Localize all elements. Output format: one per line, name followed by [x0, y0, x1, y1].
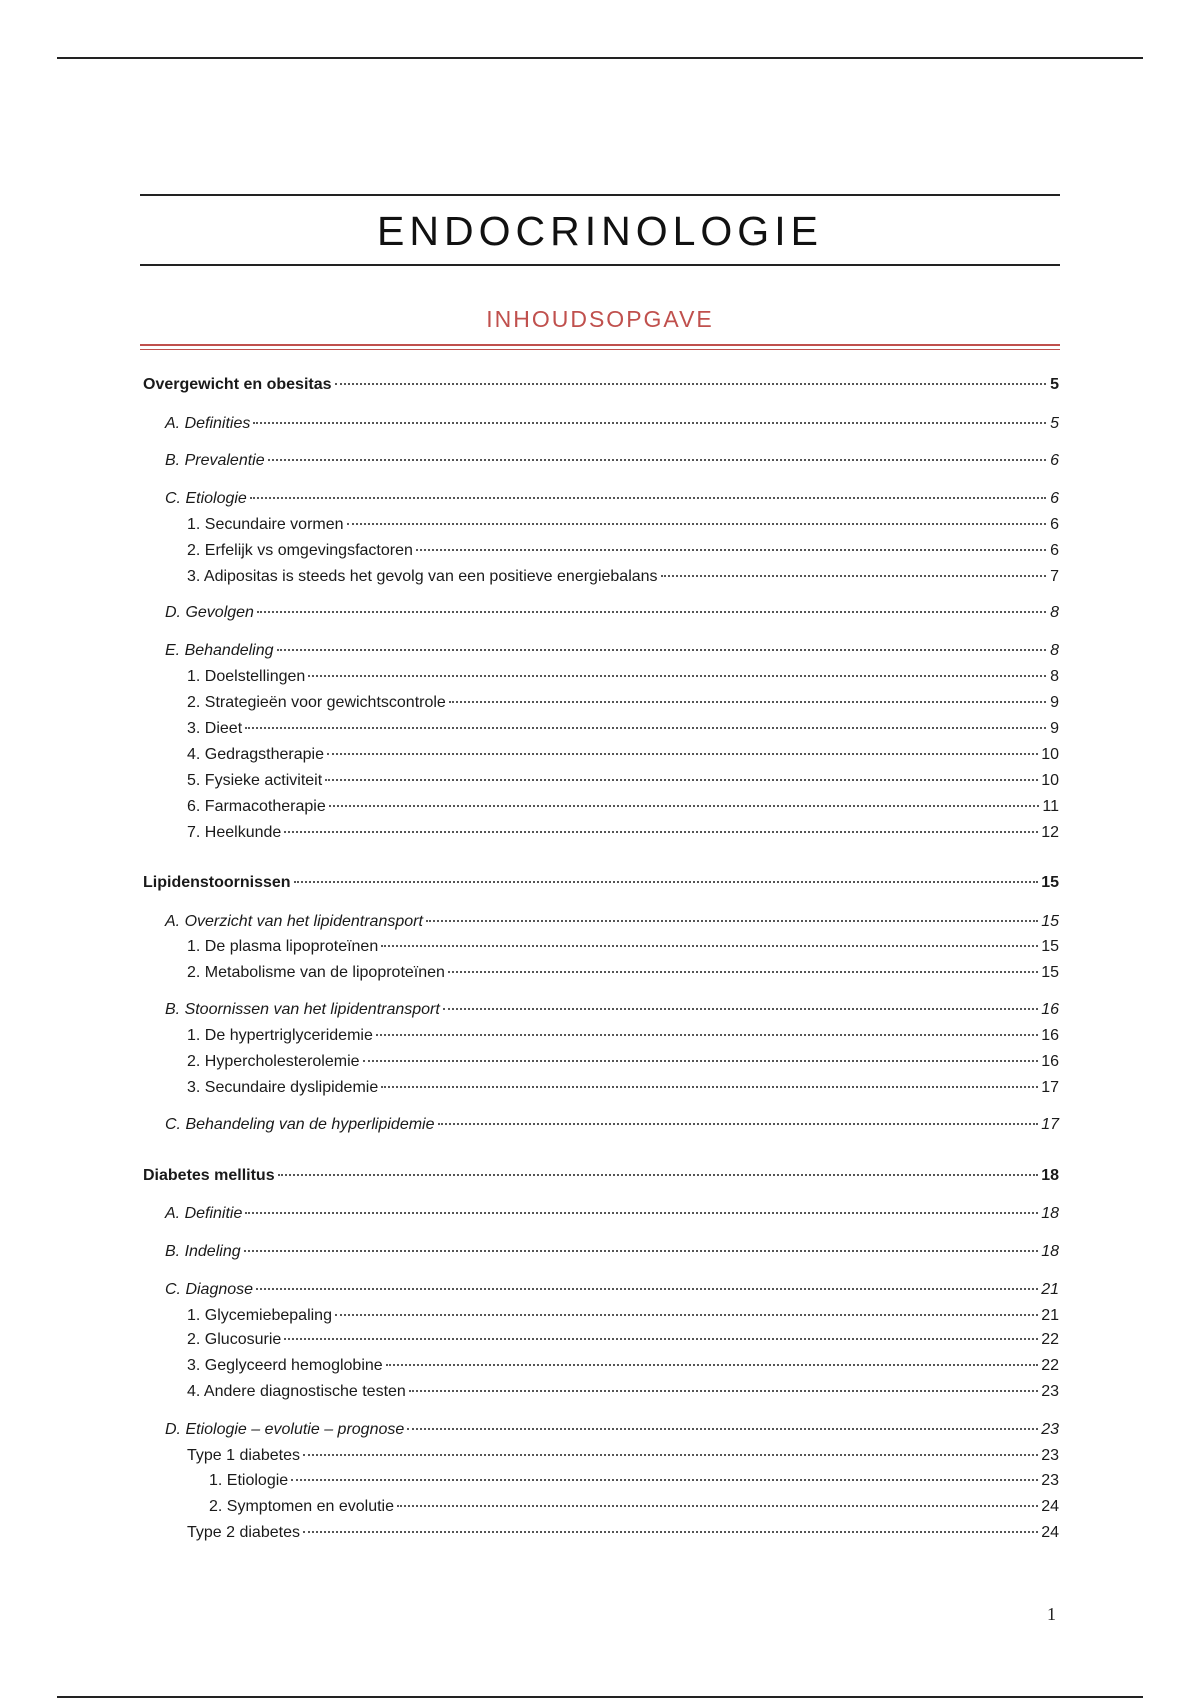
toc-entry-page: 9	[1050, 720, 1059, 737]
toc-entry[interactable]	[140, 1446, 1059, 1466]
dot-leader	[335, 1314, 1038, 1316]
page-number: 1	[1047, 1604, 1056, 1624]
dot-leader	[397, 1505, 1038, 1507]
dot-leader	[347, 523, 1046, 525]
toc-entry[interactable]	[140, 693, 1059, 713]
toc-entry[interactable]	[140, 1420, 1059, 1440]
dot-leader	[245, 1212, 1038, 1214]
toc-entry-label: 3. Secundaire dyslipidemie	[187, 1079, 379, 1096]
toc-entry-page: 15	[1041, 964, 1059, 981]
title-block	[140, 194, 1060, 266]
toc-entry-page: 17	[1041, 1116, 1059, 1133]
toc-entry-label: C. Behandeling van de hyperlipidemie	[165, 1116, 435, 1133]
toc-entry-page: 15	[1041, 913, 1059, 930]
toc-entry-page: 6	[1050, 490, 1059, 507]
toc-entry-page: 12	[1041, 824, 1059, 841]
toc-entry[interactable]	[140, 1471, 1059, 1491]
toc-entry-page: 6	[1050, 452, 1059, 469]
toc-entry-label: 2. Metabolisme van de lipoproteïnen	[187, 964, 445, 981]
dot-leader	[278, 1174, 1039, 1176]
toc-entry[interactable]	[140, 414, 1059, 434]
dot-leader	[294, 881, 1039, 883]
toc-entry[interactable]	[140, 1382, 1059, 1402]
toc-entry-label: 5. Fysieke activiteit	[187, 772, 323, 789]
dot-leader	[284, 1338, 1038, 1340]
toc-entry-label: C. Diagnose	[165, 1281, 254, 1298]
dot-leader	[449, 701, 1046, 703]
toc-entry-label: Type 1 diabetes	[187, 1447, 300, 1464]
toc-entry[interactable]	[140, 1497, 1059, 1517]
toc-entry-label: 1. Etiologie	[209, 1472, 289, 1489]
dot-leader	[291, 1479, 1038, 1481]
toc-entry-page: 16	[1041, 1001, 1059, 1018]
toc-entry-label: 6. Farmacotherapie	[187, 798, 326, 815]
toc-entry-label: Overgewicht en obesitas	[143, 376, 332, 393]
toc-entry-label: D. Gevolgen	[165, 604, 254, 621]
dot-leader	[448, 971, 1038, 973]
toc-entry-page: 23	[1041, 1472, 1059, 1489]
toc-heading: INHOUDSOPGAVE	[486, 306, 714, 332]
toc-entry-label: 2. Erfelijk vs omgevingsfactoren	[187, 542, 413, 559]
toc-entry-page: 9	[1050, 694, 1059, 711]
toc-entry-page: 16	[1041, 1053, 1059, 1070]
dot-leader	[661, 575, 1046, 577]
toc-entry-label: B. Stoornissen van het lipidentransport	[165, 1001, 440, 1018]
toc-entry[interactable]	[140, 1280, 1059, 1300]
dot-leader	[277, 649, 1046, 651]
toc-entry[interactable]	[140, 719, 1059, 739]
toc-entry[interactable]	[140, 489, 1059, 509]
toc-entry-page: 11	[1042, 798, 1059, 815]
toc-entry-page: 18	[1041, 1205, 1059, 1222]
toc-entry-page: 10	[1041, 746, 1059, 763]
toc-entry-page: 24	[1041, 1524, 1059, 1541]
toc-entry-page: 6	[1050, 542, 1059, 559]
dot-leader	[308, 675, 1046, 677]
dot-leader	[325, 779, 1038, 781]
toc-entry-page: 6	[1050, 516, 1059, 533]
toc-entry-page: 17	[1041, 1079, 1059, 1096]
toc-entry-label: 7. Heelkunde	[187, 824, 282, 841]
dot-leader	[256, 1288, 1038, 1290]
toc-entry-label: 2. Glucosurie	[187, 1331, 282, 1348]
toc-entry-label: 1. Glycemiebepaling	[187, 1307, 332, 1324]
toc-entry[interactable]	[140, 1000, 1059, 1020]
dot-leader	[381, 1086, 1038, 1088]
dot-leader	[443, 1008, 1038, 1010]
page-top-border	[57, 57, 1143, 59]
toc-entry-label: 4. Gedragstherapie	[187, 746, 324, 763]
dot-leader	[426, 920, 1038, 922]
toc-entry-label: E. Behandeling	[165, 642, 274, 659]
toc-entry[interactable]	[140, 823, 1059, 843]
toc-entry[interactable]	[140, 1242, 1059, 1262]
page-bottom-border	[57, 1696, 1143, 1698]
toc-entry[interactable]	[140, 641, 1059, 661]
toc-entry[interactable]	[140, 797, 1059, 817]
dot-leader	[409, 1390, 1038, 1392]
toc-entry-page: 5	[1050, 376, 1059, 393]
toc-entry-page: 8	[1050, 668, 1059, 685]
toc-entry-label: C. Etiologie	[165, 490, 247, 507]
toc-entry-page: 23	[1041, 1383, 1059, 1400]
toc-entry-label: 3. Adipositas is steeds het gevolg van een positieve energiebalans	[187, 568, 658, 585]
toc-entry[interactable]	[140, 515, 1059, 535]
toc-entry[interactable]	[140, 771, 1059, 791]
toc-entry-label: D. Etiologie – evolutie – prognose	[165, 1421, 405, 1438]
toc-entry[interactable]	[140, 1306, 1059, 1326]
toc-entry[interactable]	[140, 1115, 1059, 1135]
dot-leader	[303, 1531, 1038, 1533]
dot-leader	[335, 383, 1046, 385]
dot-leader	[376, 1034, 1038, 1036]
toc-entry[interactable]	[140, 667, 1059, 687]
toc-entry-label: 1. Secundaire vormen	[187, 516, 344, 533]
toc-entry[interactable]	[140, 451, 1059, 471]
toc-entry-page: 21	[1041, 1307, 1059, 1324]
dot-leader	[244, 1250, 1039, 1252]
dot-leader	[253, 422, 1046, 424]
toc-entry[interactable]	[140, 963, 1059, 983]
toc-entry-page: 5	[1050, 415, 1059, 432]
toc-entry-page: 24	[1041, 1498, 1059, 1515]
dot-leader	[257, 611, 1046, 613]
dot-leader	[407, 1428, 1038, 1430]
toc-entry[interactable]	[140, 375, 1059, 395]
toc-entry-label: Diabetes mellitus	[143, 1167, 275, 1184]
toc-entry-label: Lipidenstoornissen	[143, 874, 291, 891]
toc-entry-page: 10	[1041, 772, 1059, 789]
toc-entry-page: 15	[1041, 874, 1059, 891]
dot-leader	[268, 459, 1046, 461]
toc-entry[interactable]	[140, 541, 1059, 561]
document-title: ENDOCRINOLOGIE	[377, 208, 823, 254]
toc-entry[interactable]	[140, 745, 1059, 765]
toc-entry[interactable]	[140, 603, 1059, 623]
toc-entry-page: 18	[1041, 1167, 1059, 1184]
toc-entry-label: B. Prevalentie	[165, 452, 265, 469]
toc-heading-rule	[140, 344, 1060, 346]
toc-entry[interactable]	[140, 1356, 1059, 1376]
toc-entry-label: A. Definitie	[165, 1205, 243, 1222]
toc-heading-rule-secondary	[140, 349, 1060, 350]
toc-entry-label: 3. Geglyceerd hemoglobine	[187, 1357, 383, 1374]
toc-entry-page: 8	[1050, 642, 1059, 659]
toc-entry-page: 7	[1050, 568, 1059, 585]
dot-leader	[284, 831, 1038, 833]
toc-entry[interactable]	[140, 1166, 1059, 1186]
toc-entry-page: 23	[1041, 1447, 1059, 1464]
toc-entry-page: 22	[1041, 1357, 1059, 1374]
toc-entry[interactable]	[140, 873, 1059, 893]
toc-entry-label: 2. Hypercholesterolemie	[187, 1053, 360, 1070]
dot-leader	[363, 1060, 1039, 1062]
toc-entry-page: 21	[1041, 1281, 1059, 1298]
toc-entry[interactable]	[140, 1078, 1059, 1098]
toc-entry[interactable]	[140, 1523, 1059, 1543]
dot-leader	[416, 549, 1046, 551]
toc-entry[interactable]	[140, 912, 1059, 932]
toc-entry-page: 23	[1041, 1421, 1059, 1438]
toc-entry-label: Type 2 diabetes	[187, 1524, 300, 1541]
toc-entry-page: 15	[1041, 938, 1059, 955]
toc-entry[interactable]	[140, 1204, 1059, 1224]
toc-entry-page: 16	[1041, 1027, 1059, 1044]
toc-entry[interactable]	[140, 937, 1059, 957]
toc-entry-label: A. Definities	[165, 415, 251, 432]
dot-leader	[438, 1123, 1039, 1125]
toc-entry[interactable]	[140, 1026, 1059, 1046]
toc-entry-label: 4. Andere diagnostische testen	[187, 1383, 406, 1400]
toc-entry-label: 1. De plasma lipoproteïnen	[187, 938, 379, 955]
toc-entry-label: 1. Doelstellingen	[187, 668, 306, 685]
toc-entry-page: 18	[1041, 1243, 1059, 1260]
toc-entry[interactable]	[140, 567, 1059, 587]
dot-leader	[303, 1454, 1038, 1456]
toc-entry-page: 8	[1050, 604, 1059, 621]
dot-leader	[327, 753, 1038, 755]
dot-leader	[386, 1364, 1039, 1366]
toc-entry-label: B. Indeling	[165, 1243, 241, 1260]
dot-leader	[245, 727, 1046, 729]
dot-leader	[250, 497, 1046, 499]
toc-entry-label: A. Overzicht van het lipidentransport	[165, 913, 423, 930]
toc-entry-label: 1. De hypertriglyceridemie	[187, 1027, 373, 1044]
dot-leader	[381, 945, 1038, 947]
toc-entry-label: 2. Strategieën voor gewichtscontrole	[187, 694, 446, 711]
toc-entry-label: 3. Dieet	[187, 720, 243, 737]
dot-leader	[329, 805, 1040, 807]
toc-entry[interactable]	[140, 1330, 1059, 1350]
toc-entry[interactable]	[140, 1052, 1059, 1072]
toc-entry-page: 22	[1041, 1331, 1059, 1348]
toc-entry-label: 2. Symptomen en evolutie	[209, 1498, 394, 1515]
